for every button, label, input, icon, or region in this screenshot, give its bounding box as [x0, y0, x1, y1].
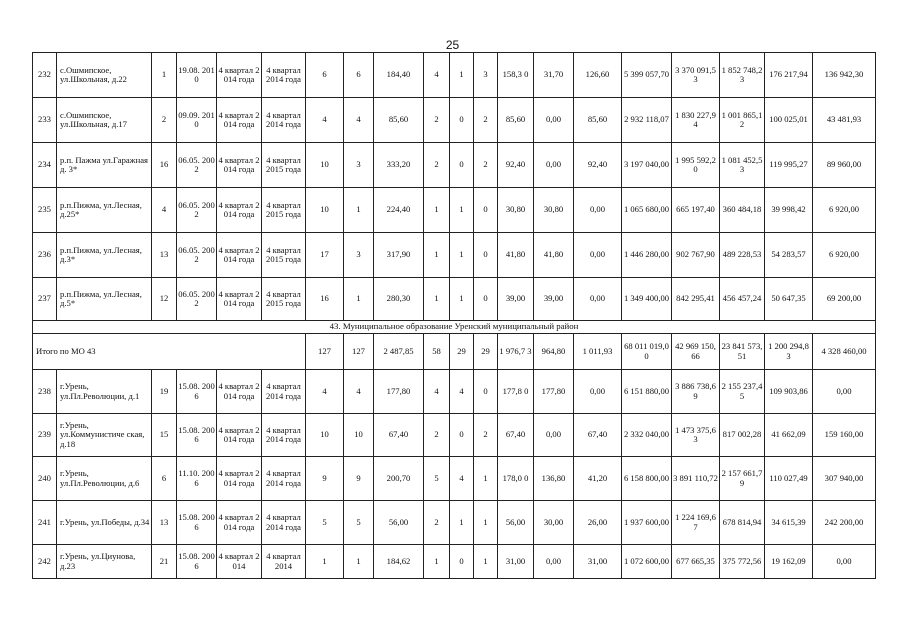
local-funds-cell: 109 903,86 [765, 370, 813, 414]
apartments-private-cell: 2 [474, 143, 498, 188]
extra-funds-cell: 242 200,00 [813, 501, 876, 545]
resettled-area-cell: 158,3 0 [498, 53, 534, 98]
total-cell: 1 200 294,83 [765, 334, 813, 370]
apartments-municipal-cell: 1 [450, 501, 474, 545]
resettled-area-cell: 92,40 [498, 143, 534, 188]
house-count-cell: 2 [152, 98, 177, 143]
total-cost-cell: 3 197 040,00 [622, 143, 672, 188]
address-cell: р.п.Пижма, ул.Лесная, д.5* [57, 278, 152, 321]
resettled-area-cell: 178,0 0 [498, 457, 534, 501]
completion-quarter-cell: 4 квартал 2015 года [262, 188, 306, 233]
total-cell: 29 [450, 334, 474, 370]
residents-resettled-cell: 4 [344, 98, 374, 143]
private-area-cell: 26,00 [574, 501, 622, 545]
federal-funds-cell: 902 767,90 [672, 233, 720, 278]
residents-cell: 17 [306, 233, 344, 278]
municipal-area-cell: 0,00 [534, 98, 574, 143]
page-number: 25 [445, 38, 460, 52]
total-cell: 127 [306, 334, 344, 370]
address-cell: г.Урень, ул.Пл.Революции, д.1 [57, 370, 152, 414]
apartments-private-cell: 1 [474, 457, 498, 501]
total-area-cell: 200,70 [374, 457, 424, 501]
residents-cell: 6 [306, 53, 344, 98]
registration-date-cell: 19.08. 2010 [177, 53, 217, 98]
row-number-cell: 237 [33, 278, 57, 321]
total-area-cell: 333,20 [374, 143, 424, 188]
residents-cell: 4 [306, 370, 344, 414]
house-count-cell: 13 [152, 233, 177, 278]
registration-date-cell: 15.08. 2006 [177, 370, 217, 414]
federal-funds-cell: 1 224 169,67 [672, 501, 720, 545]
planned-quarter-cell: 4 квартал 2014 года [217, 188, 262, 233]
apartments-cell: 1 [424, 278, 450, 321]
total-cell: 127 [344, 334, 374, 370]
address-cell: р.п. Пажма ул.Гаражная д. 3* [57, 143, 152, 188]
total-cost-cell: 1 446 280,00 [622, 233, 672, 278]
completion-quarter-cell: 4 квартал 2014 [262, 545, 306, 579]
municipal-area-cell: 0,00 [534, 545, 574, 579]
table-row [33, 501, 876, 545]
private-area-cell: 0,00 [574, 233, 622, 278]
residents-resettled-cell: 5 [344, 501, 374, 545]
address-cell: р.п.Пижма, ул.Лесная, д.25* [57, 188, 152, 233]
resettled-area-cell: 39,00 [498, 278, 534, 321]
private-area-cell: 0,00 [574, 370, 622, 414]
house-count-cell: 16 [152, 143, 177, 188]
federal-funds-cell: 665 197,40 [672, 188, 720, 233]
registration-date-cell: 15.08. 2006 [177, 545, 217, 579]
total-area-cell: 177,80 [374, 370, 424, 414]
apartments-municipal-cell: 0 [450, 98, 474, 143]
resettled-area-cell: 67,40 [498, 414, 534, 457]
registration-date-cell: 06.05. 2002 [177, 233, 217, 278]
residents-cell: 4 [306, 98, 344, 143]
municipal-area-cell: 41,80 [534, 233, 574, 278]
row-number-cell: 242 [33, 545, 57, 579]
apartments-municipal-cell: 1 [450, 53, 474, 98]
apartments-municipal-cell: 1 [450, 278, 474, 321]
housing-registry-table [32, 52, 876, 579]
regional-funds-cell: 360 484,18 [720, 188, 765, 233]
completion-quarter-cell: 4 квартал 2015 года [262, 233, 306, 278]
planned-quarter-cell: 4 квартал 2014 года [217, 414, 262, 457]
private-area-cell: 0,00 [574, 278, 622, 321]
federal-funds-cell: 1 830 227,94 [672, 98, 720, 143]
house-count-cell: 4 [152, 188, 177, 233]
total-cost-cell: 1 072 600,00 [622, 545, 672, 579]
residents-resettled-cell: 3 [344, 233, 374, 278]
private-area-cell: 126,60 [574, 53, 622, 98]
extra-funds-cell: 159 160,00 [813, 414, 876, 457]
completion-quarter-cell: 4 квартал 2014 года [262, 501, 306, 545]
extra-funds-cell: 89 960,00 [813, 143, 876, 188]
local-funds-cell: 54 283,57 [765, 233, 813, 278]
total-label: Итого по МО 43 [33, 334, 306, 370]
private-area-cell: 92,40 [574, 143, 622, 188]
address-cell: с.Ошмипское, ул.Школьная, д.22 [57, 53, 152, 98]
apartments-private-cell: 1 [474, 545, 498, 579]
residents-cell: 9 [306, 457, 344, 501]
total-area-cell: 317,90 [374, 233, 424, 278]
apartments-private-cell: 0 [474, 188, 498, 233]
total-area-cell: 280,30 [374, 278, 424, 321]
registration-date-cell: 06.05. 2002 [177, 278, 217, 321]
residents-resettled-cell: 3 [344, 143, 374, 188]
total-cell: 58 [424, 334, 450, 370]
table-row [33, 233, 876, 278]
residents-resettled-cell: 1 [344, 545, 374, 579]
residents-resettled-cell: 9 [344, 457, 374, 501]
residents-cell: 10 [306, 143, 344, 188]
municipal-area-cell: 177,80 [534, 370, 574, 414]
residents-resettled-cell: 6 [344, 53, 374, 98]
apartments-cell: 2 [424, 143, 450, 188]
total-cost-cell: 1 937 600,00 [622, 501, 672, 545]
apartments-cell: 2 [424, 501, 450, 545]
address-cell: г.Урень, ул.Циунова, д.23 [57, 545, 152, 579]
total-row [33, 334, 876, 370]
table-row [33, 457, 876, 501]
federal-funds-cell: 3 886 738,69 [672, 370, 720, 414]
regional-funds-cell: 1 001 865,12 [720, 98, 765, 143]
address-cell: р.п.Пижма, ул.Лесная, д.3* [57, 233, 152, 278]
extra-funds-cell: 0,00 [813, 545, 876, 579]
resettled-area-cell: 30,80 [498, 188, 534, 233]
federal-funds-cell: 1 995 592,20 [672, 143, 720, 188]
row-number-cell: 238 [33, 370, 57, 414]
apartments-private-cell: 0 [474, 278, 498, 321]
private-area-cell: 31,00 [574, 545, 622, 579]
total-cost-cell: 6 158 800,00 [622, 457, 672, 501]
apartments-municipal-cell: 1 [450, 233, 474, 278]
registration-date-cell: 06.05. 2002 [177, 143, 217, 188]
total-area-cell: 56,00 [374, 501, 424, 545]
local-funds-cell: 50 647,35 [765, 278, 813, 321]
apartments-private-cell: 0 [474, 370, 498, 414]
private-area-cell: 85,60 [574, 98, 622, 143]
total-cell: 1 011,93 [574, 334, 622, 370]
planned-quarter-cell: 4 квартал 2014 года [217, 501, 262, 545]
extra-funds-cell: 6 920,00 [813, 188, 876, 233]
address-cell: г.Урень, ул.Пл.Революции, д.6 [57, 457, 152, 501]
resettled-area-cell: 177,8 0 [498, 370, 534, 414]
total-cell: 964,80 [534, 334, 574, 370]
apartments-private-cell: 2 [474, 98, 498, 143]
planned-quarter-cell: 4 квартал 2014 года [217, 53, 262, 98]
municipal-area-cell: 30,00 [534, 501, 574, 545]
completion-quarter-cell: 4 квартал 2015 года [262, 143, 306, 188]
regional-funds-cell: 2 155 237,45 [720, 370, 765, 414]
municipal-area-cell: 136,80 [534, 457, 574, 501]
private-area-cell: 41,20 [574, 457, 622, 501]
house-count-cell: 21 [152, 545, 177, 579]
residents-resettled-cell: 1 [344, 188, 374, 233]
private-area-cell: 0,00 [574, 188, 622, 233]
address-cell: с.Ошмипское, ул.Школьная, д.17 [57, 98, 152, 143]
apartments-cell: 4 [424, 53, 450, 98]
total-cell: 2 487,85 [374, 334, 424, 370]
total-cost-cell: 2 932 118,07 [622, 98, 672, 143]
total-area-cell: 67,40 [374, 414, 424, 457]
section-title: 43. Муниципальное образование Уренский муниципальный район [33, 321, 876, 334]
total-cost-cell: 1 349 400,00 [622, 278, 672, 321]
local-funds-cell: 34 615,39 [765, 501, 813, 545]
row-number-cell: 235 [33, 188, 57, 233]
house-count-cell: 13 [152, 501, 177, 545]
apartments-cell: 4 [424, 370, 450, 414]
municipal-area-cell: 31,70 [534, 53, 574, 98]
completion-quarter-cell: 4 квартал 2014 года [262, 414, 306, 457]
row-number-cell: 241 [33, 501, 57, 545]
total-area-cell: 224,40 [374, 188, 424, 233]
planned-quarter-cell: 4 квартал 2014 года [217, 98, 262, 143]
house-count-cell: 12 [152, 278, 177, 321]
residents-cell: 5 [306, 501, 344, 545]
regional-funds-cell: 1 081 452,53 [720, 143, 765, 188]
table-row [33, 143, 876, 188]
planned-quarter-cell: 4 квартал 2014 года [217, 370, 262, 414]
table-row [33, 414, 876, 457]
federal-funds-cell: 3 891 110,72 [672, 457, 720, 501]
total-cell: 29 [474, 334, 498, 370]
local-funds-cell: 176 217,94 [765, 53, 813, 98]
regional-funds-cell: 375 772,56 [720, 545, 765, 579]
municipal-area-cell: 0,00 [534, 414, 574, 457]
completion-quarter-cell: 4 квартал 2014 года [262, 370, 306, 414]
apartments-cell: 2 [424, 98, 450, 143]
apartments-cell: 1 [424, 188, 450, 233]
apartments-municipal-cell: 0 [450, 143, 474, 188]
apartments-private-cell: 1 [474, 501, 498, 545]
residents-cell: 10 [306, 188, 344, 233]
regional-funds-cell: 1 852 748,23 [720, 53, 765, 98]
completion-quarter-cell: 4 квартал 2015 года [262, 278, 306, 321]
total-cell: 42 969 150,66 [672, 334, 720, 370]
registration-date-cell: 09.09. 2010 [177, 98, 217, 143]
table-row [33, 53, 876, 98]
house-count-cell: 15 [152, 414, 177, 457]
completion-quarter-cell: 4 квартал 2014 года [262, 98, 306, 143]
municipal-area-cell: 30,80 [534, 188, 574, 233]
total-cost-cell: 2 332 040,00 [622, 414, 672, 457]
regional-funds-cell: 456 457,24 [720, 278, 765, 321]
row-number-cell: 232 [33, 53, 57, 98]
local-funds-cell: 39 998,42 [765, 188, 813, 233]
federal-funds-cell: 3 370 091,53 [672, 53, 720, 98]
regional-funds-cell: 489 228,53 [720, 233, 765, 278]
table-row [33, 370, 876, 414]
municipal-area-cell: 0,00 [534, 143, 574, 188]
registration-date-cell: 15.08. 2006 [177, 414, 217, 457]
extra-funds-cell: 69 200,00 [813, 278, 876, 321]
apartments-cell: 2 [424, 414, 450, 457]
local-funds-cell: 41 662,09 [765, 414, 813, 457]
apartments-municipal-cell: 0 [450, 545, 474, 579]
completion-quarter-cell: 4 квартал 2014 года [262, 53, 306, 98]
apartments-private-cell: 3 [474, 53, 498, 98]
registration-date-cell: 11.10. 2006 [177, 457, 217, 501]
apartments-cell: 5 [424, 457, 450, 501]
regional-funds-cell: 678 814,94 [720, 501, 765, 545]
total-cell: 68 011 019,00 [622, 334, 672, 370]
completion-quarter-cell: 4 квартал 2014 года [262, 457, 306, 501]
federal-funds-cell: 842 295,41 [672, 278, 720, 321]
address-cell: г.Урень, ул.Победы, д.34 [57, 501, 152, 545]
apartments-private-cell: 2 [474, 414, 498, 457]
apartments-cell: 1 [424, 233, 450, 278]
total-cost-cell: 1 065 680,00 [622, 188, 672, 233]
table-row [33, 278, 876, 321]
resettled-area-cell: 85,60 [498, 98, 534, 143]
residents-resettled-cell: 10 [344, 414, 374, 457]
table-row [33, 545, 876, 579]
resettled-area-cell: 31,00 [498, 545, 534, 579]
extra-funds-cell: 6 920,00 [813, 233, 876, 278]
planned-quarter-cell: 4 квартал 2014 [217, 545, 262, 579]
apartments-cell: 1 [424, 545, 450, 579]
local-funds-cell: 100 025,01 [765, 98, 813, 143]
resettled-area-cell: 56,00 [498, 501, 534, 545]
registration-date-cell: 06.05. 2002 [177, 188, 217, 233]
section-heading-row [33, 321, 876, 334]
extra-funds-cell: 0,00 [813, 370, 876, 414]
apartments-municipal-cell: 0 [450, 414, 474, 457]
row-number-cell: 239 [33, 414, 57, 457]
table-row [33, 98, 876, 143]
regional-funds-cell: 817 002,28 [720, 414, 765, 457]
planned-quarter-cell: 4 квартал 2014 года [217, 278, 262, 321]
residents-resettled-cell: 1 [344, 278, 374, 321]
local-funds-cell: 19 162,09 [765, 545, 813, 579]
row-number-cell: 236 [33, 233, 57, 278]
house-count-cell: 6 [152, 457, 177, 501]
total-cell: 4 328 460,00 [813, 334, 876, 370]
municipal-area-cell: 39,00 [534, 278, 574, 321]
total-cost-cell: 6 151 880,00 [622, 370, 672, 414]
private-area-cell: 67,40 [574, 414, 622, 457]
residents-resettled-cell: 4 [344, 370, 374, 414]
apartments-private-cell: 0 [474, 233, 498, 278]
table-row [33, 188, 876, 233]
total-cell: 1 976,7 3 [498, 334, 534, 370]
residents-cell: 10 [306, 414, 344, 457]
residents-cell: 16 [306, 278, 344, 321]
house-count-cell: 19 [152, 370, 177, 414]
planned-quarter-cell: 4 квартал 2014 года [217, 457, 262, 501]
resettled-area-cell: 41,80 [498, 233, 534, 278]
apartments-municipal-cell: 1 [450, 188, 474, 233]
house-count-cell: 1 [152, 53, 177, 98]
total-cell: 23 841 573,51 [720, 334, 765, 370]
extra-funds-cell: 307 940,00 [813, 457, 876, 501]
regional-funds-cell: 2 157 661,79 [720, 457, 765, 501]
planned-quarter-cell: 4 квартал 2014 года [217, 233, 262, 278]
local-funds-cell: 119 995,27 [765, 143, 813, 188]
apartments-municipal-cell: 4 [450, 370, 474, 414]
apartments-municipal-cell: 4 [450, 457, 474, 501]
row-number-cell: 234 [33, 143, 57, 188]
federal-funds-cell: 677 665,35 [672, 545, 720, 579]
address-cell: г.Урень, ул.Коммунистиче ская, д.18 [57, 414, 152, 457]
total-area-cell: 184,62 [374, 545, 424, 579]
row-number-cell: 233 [33, 98, 57, 143]
residents-cell: 1 [306, 545, 344, 579]
planned-quarter-cell: 4 квартал 2014 года [217, 143, 262, 188]
total-area-cell: 184,40 [374, 53, 424, 98]
row-number-cell: 240 [33, 457, 57, 501]
total-cost-cell: 5 399 057,70 [622, 53, 672, 98]
federal-funds-cell: 1 473 375,63 [672, 414, 720, 457]
extra-funds-cell: 136 942,30 [813, 53, 876, 98]
local-funds-cell: 110 027,49 [765, 457, 813, 501]
extra-funds-cell: 43 481,93 [813, 98, 876, 143]
total-area-cell: 85,60 [374, 98, 424, 143]
registration-date-cell: 15.08. 2006 [177, 501, 217, 545]
